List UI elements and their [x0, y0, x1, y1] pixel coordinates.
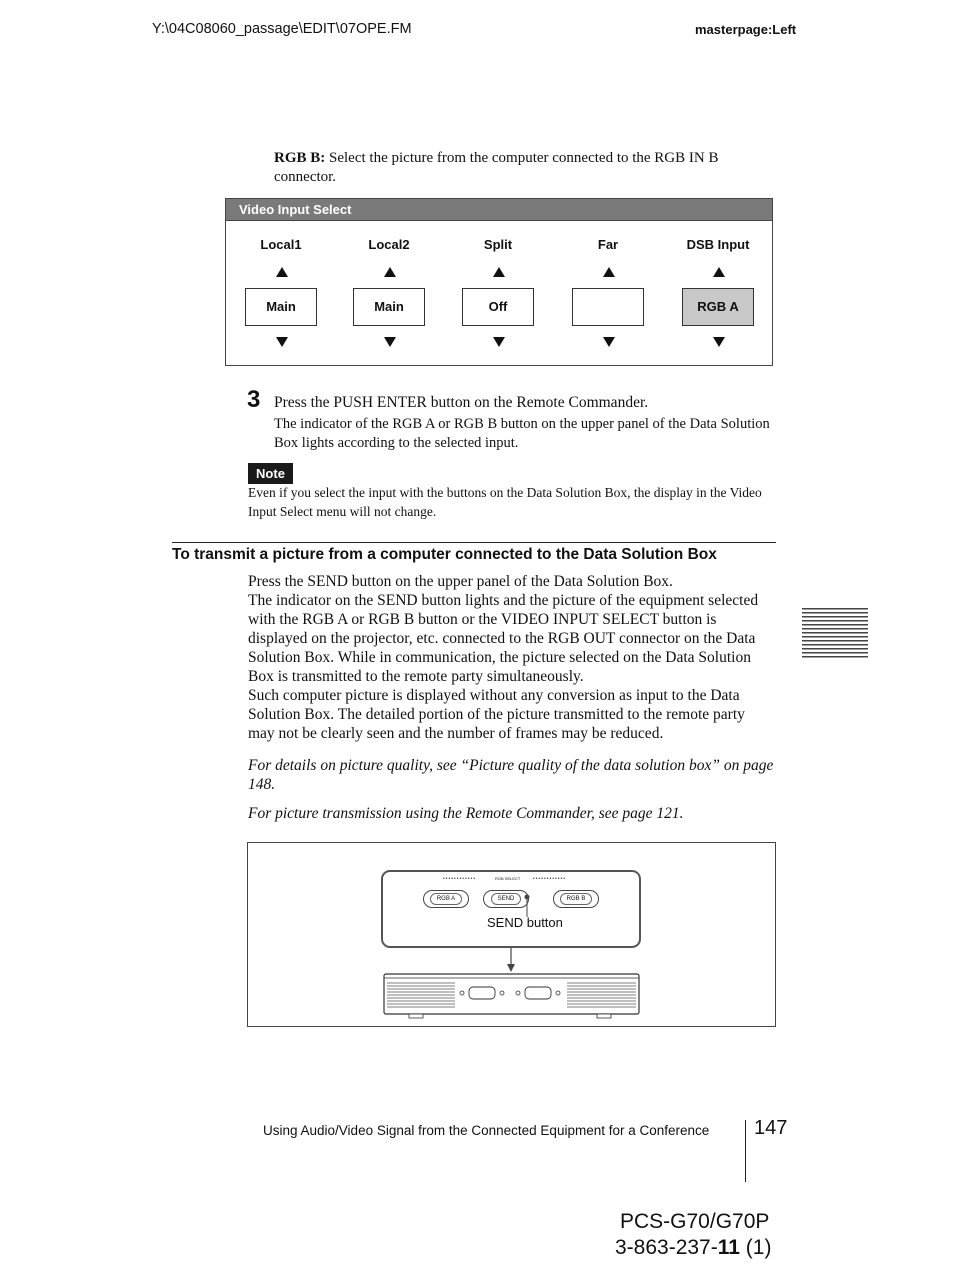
- value-box[interactable]: [572, 288, 644, 326]
- column-label: Local2: [368, 237, 410, 252]
- up-arrow-icon: [493, 267, 505, 277]
- value-box[interactable]: Main: [353, 288, 425, 326]
- down-arrow-icon: [493, 337, 505, 347]
- section-body: [248, 572, 775, 743]
- part-number: 3-863-237-11 (1): [615, 1236, 772, 1259]
- body-line: Such computer picture is displayed without any conversion as input to the Data Solution Box. The detailed portion of the picture transmitted to the remote party may not be clearly seen and the number of frames may be reduced.: [248, 687, 745, 742]
- send-button[interactable]: SEND: [483, 890, 529, 908]
- section-heading: To transmit a picture from a computer connected to the Data Solution Box: [172, 546, 717, 563]
- indicator-dots: ••••••••••••: [533, 876, 567, 882]
- body-line: Press the SEND button on the upper panel of the Data Solution Box.: [248, 573, 673, 590]
- up-arrow-icon: [276, 267, 288, 277]
- value-box[interactable]: Off: [462, 288, 534, 326]
- footer-divider: [745, 1120, 746, 1182]
- menu-title: Video Input Select: [226, 199, 772, 221]
- value-box-selected[interactable]: RGB A: [682, 288, 754, 326]
- cross-reference: For details on picture quality, see “Picture quality of the data solution box” on page 148.: [248, 757, 774, 793]
- note-badge: Note: [248, 463, 293, 484]
- cross-reference: For picture transmission using the Remote Commander, see page 121.: [248, 805, 684, 822]
- model-number: PCS-G70/G70P: [620, 1210, 770, 1233]
- up-arrow-icon: [713, 267, 725, 277]
- video-input-select-menu: [225, 198, 773, 366]
- intro-text: Select the picture from the computer connected to the RGB IN B connector.: [274, 150, 719, 185]
- rgb-in-connector-icon: [469, 987, 495, 999]
- intro-term: RGB B:: [274, 150, 326, 166]
- header-masterpage: masterpage:Left: [695, 22, 797, 37]
- column-label: Split: [483, 237, 513, 252]
- step-detail: The indicator of the RGB A or RGB B button on the upper panel of the Data Solution Box lights according to the selected input.: [274, 416, 770, 451]
- device-illustration: [247, 842, 776, 1027]
- up-arrow-icon: [384, 267, 396, 277]
- chapter-thumb-tab: [802, 608, 868, 660]
- down-arrow-icon: [603, 337, 615, 347]
- arrow-down-icon: [507, 964, 515, 972]
- send-indicator-icon: [525, 895, 530, 900]
- down-arrow-icon: [713, 337, 725, 347]
- down-arrow-icon: [276, 337, 288, 347]
- step-number: 3: [247, 386, 261, 413]
- column-label: DSB Input: [686, 237, 750, 252]
- up-arrow-icon: [603, 267, 615, 277]
- column-label: Far: [597, 237, 619, 252]
- section-rule: [172, 542, 776, 543]
- step-instruction: Press the PUSH ENTER button on the Remote Commander.: [274, 394, 649, 411]
- footer-chapter-title: Using Audio/Video Signal from the Connected Equipment for a Conference: [263, 1123, 710, 1138]
- page-number: 147: [754, 1117, 788, 1139]
- down-arrow-icon: [384, 337, 396, 347]
- rgb-in-connector-icon: [525, 987, 551, 999]
- send-button-callout-label: SEND button: [487, 915, 563, 930]
- body-line: The indicator on the SEND button lights and the picture of the equipment selected with the RGB A or RGB B button or the VIDEO INPUT SELECT button is displayed on the projector, etc. connected to the RGB OUT connector on the Data Solution Box. While in communication, the picture selected on the Data Solution Box is transmitted to the remote party simultaneously.: [248, 592, 759, 685]
- data-solution-box-icon: [384, 974, 639, 1014]
- rgb-b-button[interactable]: RGB B: [553, 890, 599, 908]
- header-file-path: Y:\04C08060_passage\EDIT\07OPE.FM: [152, 21, 412, 37]
- column-label: Local1: [260, 237, 302, 252]
- rgb-a-button[interactable]: RGB A: [423, 890, 469, 908]
- note-text: Even if you select the input with the buttons on the Data Solution Box, the display in the Video Input Select menu will not change.: [248, 485, 762, 519]
- indicator-dots: ••••••••••••: [443, 876, 477, 882]
- panel-label: RGB SELECT: [495, 876, 521, 881]
- value-box[interactable]: Main: [245, 288, 317, 326]
- intro-paragraph: [274, 149, 774, 186]
